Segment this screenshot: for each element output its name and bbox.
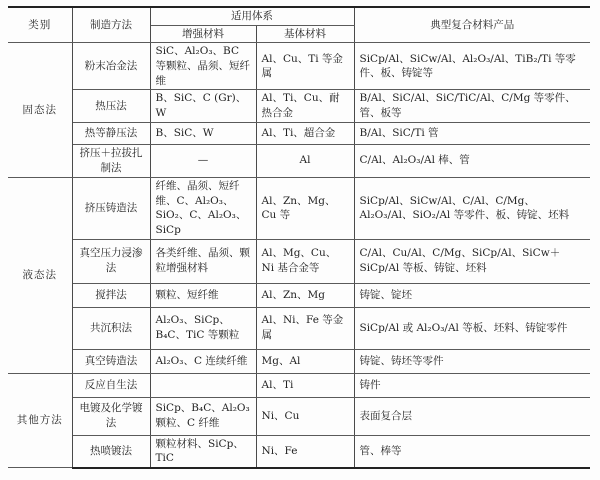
products-cell: SiCp/Al、SiCw/Al、Al₂O₃/Al、TiB₂/Ti 等零件、板、铸锭等: [354, 43, 590, 90]
matrix-cell: Ni、Fe: [256, 435, 354, 468]
method-cell: 热等静压法: [72, 122, 150, 144]
method-cell: 热喷镀法: [72, 435, 150, 468]
reinforcement-cell: SiCp、B₄C、Al₂O₃ 颗粒、C 纤维: [150, 397, 256, 435]
products-cell: 管、棒等: [354, 435, 590, 468]
matrix-cell: Al、Zn、Mg: [256, 283, 354, 307]
table-row: [8, 373, 590, 397]
table-row: [8, 283, 590, 307]
products-cell: B/Al、SiC/Al、SiC/TiC/Al、C/Mg 等零件、管、板等: [354, 90, 590, 122]
category-cell: 液态法: [8, 177, 72, 373]
header-system: 适用体系: [150, 7, 354, 25]
matrix-cell: Al: [256, 144, 354, 177]
method-cell: 电镀及化学镀法: [72, 397, 150, 435]
matrix-cell: Al、Ni、Fe 等金属: [256, 307, 354, 349]
matrix-cell: Al、Mg、Cu、Ni 基合金等: [256, 239, 354, 283]
reinforcement-cell: [150, 373, 256, 397]
method-cell: 粉末冶金法: [72, 43, 150, 90]
products-cell: 铸锭、铸坯等零件: [354, 349, 590, 373]
table-row: [8, 307, 590, 349]
reinforcement-cell: B、SiC、W: [150, 122, 256, 144]
method-cell: 挤压＋拉拔扎制法: [72, 144, 150, 177]
products-cell: B/Al、SiC/Ti 管: [354, 122, 590, 144]
table-row: [8, 397, 590, 435]
products-cell: SiCp/Al、SiCw/Al、C/Al、C/Mg、Al₂O₃/Al、SiO₂/Al 等零件、板、铸锭、坯料: [354, 177, 590, 239]
header-products: 典型复合材料产品: [354, 7, 590, 43]
table-row: [8, 144, 590, 177]
matrix-cell: Al、Ti、超合金: [256, 122, 354, 144]
table-row: [8, 43, 590, 90]
reinforcement-cell: B、SiC、C (Gr)、W: [150, 90, 256, 122]
table-row: [8, 239, 590, 283]
header-row-top: [8, 7, 590, 25]
products-cell: C/Al、Al₂O₃/Al 棒、管: [354, 144, 590, 177]
reinforcement-cell: 颗粒、短纤维: [150, 283, 256, 307]
reinforcement-cell: 各类纤维、晶须、颗粒增强材料: [150, 239, 256, 283]
method-cell: 搅拌法: [72, 283, 150, 307]
method-cell: 挤压铸造法: [72, 177, 150, 239]
matrix-cell: Al、Cu、Ti 等金属: [256, 43, 354, 90]
products-cell: SiCp/Al 或 Al₂O₃/Al 等板、坯料、铸锭零件: [354, 307, 590, 349]
table-row: [8, 349, 590, 373]
header-reinforcement: 增强材料: [150, 25, 256, 43]
reinforcement-cell: Al₂O₃、C 连续纤维: [150, 349, 256, 373]
header-method: 制造方法: [72, 7, 150, 43]
products-cell: 表面复合层: [354, 397, 590, 435]
method-cell: 真空铸造法: [72, 349, 150, 373]
header-matrix: 基体材料: [256, 25, 354, 43]
matrix-cell: Ni、Cu: [256, 397, 354, 435]
reinforcement-cell: Al₂O₃、SiCp、B₄C、TiC 等颗粒: [150, 307, 256, 349]
method-cell: 共沉积法: [72, 307, 150, 349]
method-cell: 反应自生法: [72, 373, 150, 397]
table-row: [8, 122, 590, 144]
reinforcement-cell: —: [150, 144, 256, 177]
category-cell: 其他方法: [8, 373, 72, 468]
reinforcement-cell: SiC、Al₂O₃、BC 等颗粒、晶须、短纤维: [150, 43, 256, 90]
matrix-cell: Mg、Al: [256, 349, 354, 373]
category-cell: 固态法: [8, 43, 72, 177]
reinforcement-cell: 纤维、晶须、短纤维、C、Al₂O₃、SiO₂、C、Al₂O₃、SiCp: [150, 177, 256, 239]
composite-methods-table: [8, 6, 590, 469]
table-row: [8, 90, 590, 122]
reinforcement-cell: 颗粒材料、SiCp、TiC: [150, 435, 256, 468]
matrix-cell: Al、Ti: [256, 373, 354, 397]
header-category: 类别: [8, 7, 72, 43]
table-row: [8, 177, 590, 239]
table-row: [8, 435, 590, 468]
products-cell: C/Al、Cu/Al、C/Mg、SiCp/Al、SiCw＋SiCp/Al 等板、铸锭、坯料: [354, 239, 590, 283]
method-cell: 真空压力浸渗法: [72, 239, 150, 283]
method-cell: 热压法: [72, 90, 150, 122]
matrix-cell: Al、Zn、Mg、Cu 等: [256, 177, 354, 239]
matrix-cell: Al、Ti、Cu、耐热合金: [256, 90, 354, 122]
products-cell: 铸件: [354, 373, 590, 397]
products-cell: 铸锭、锭坯: [354, 283, 590, 307]
